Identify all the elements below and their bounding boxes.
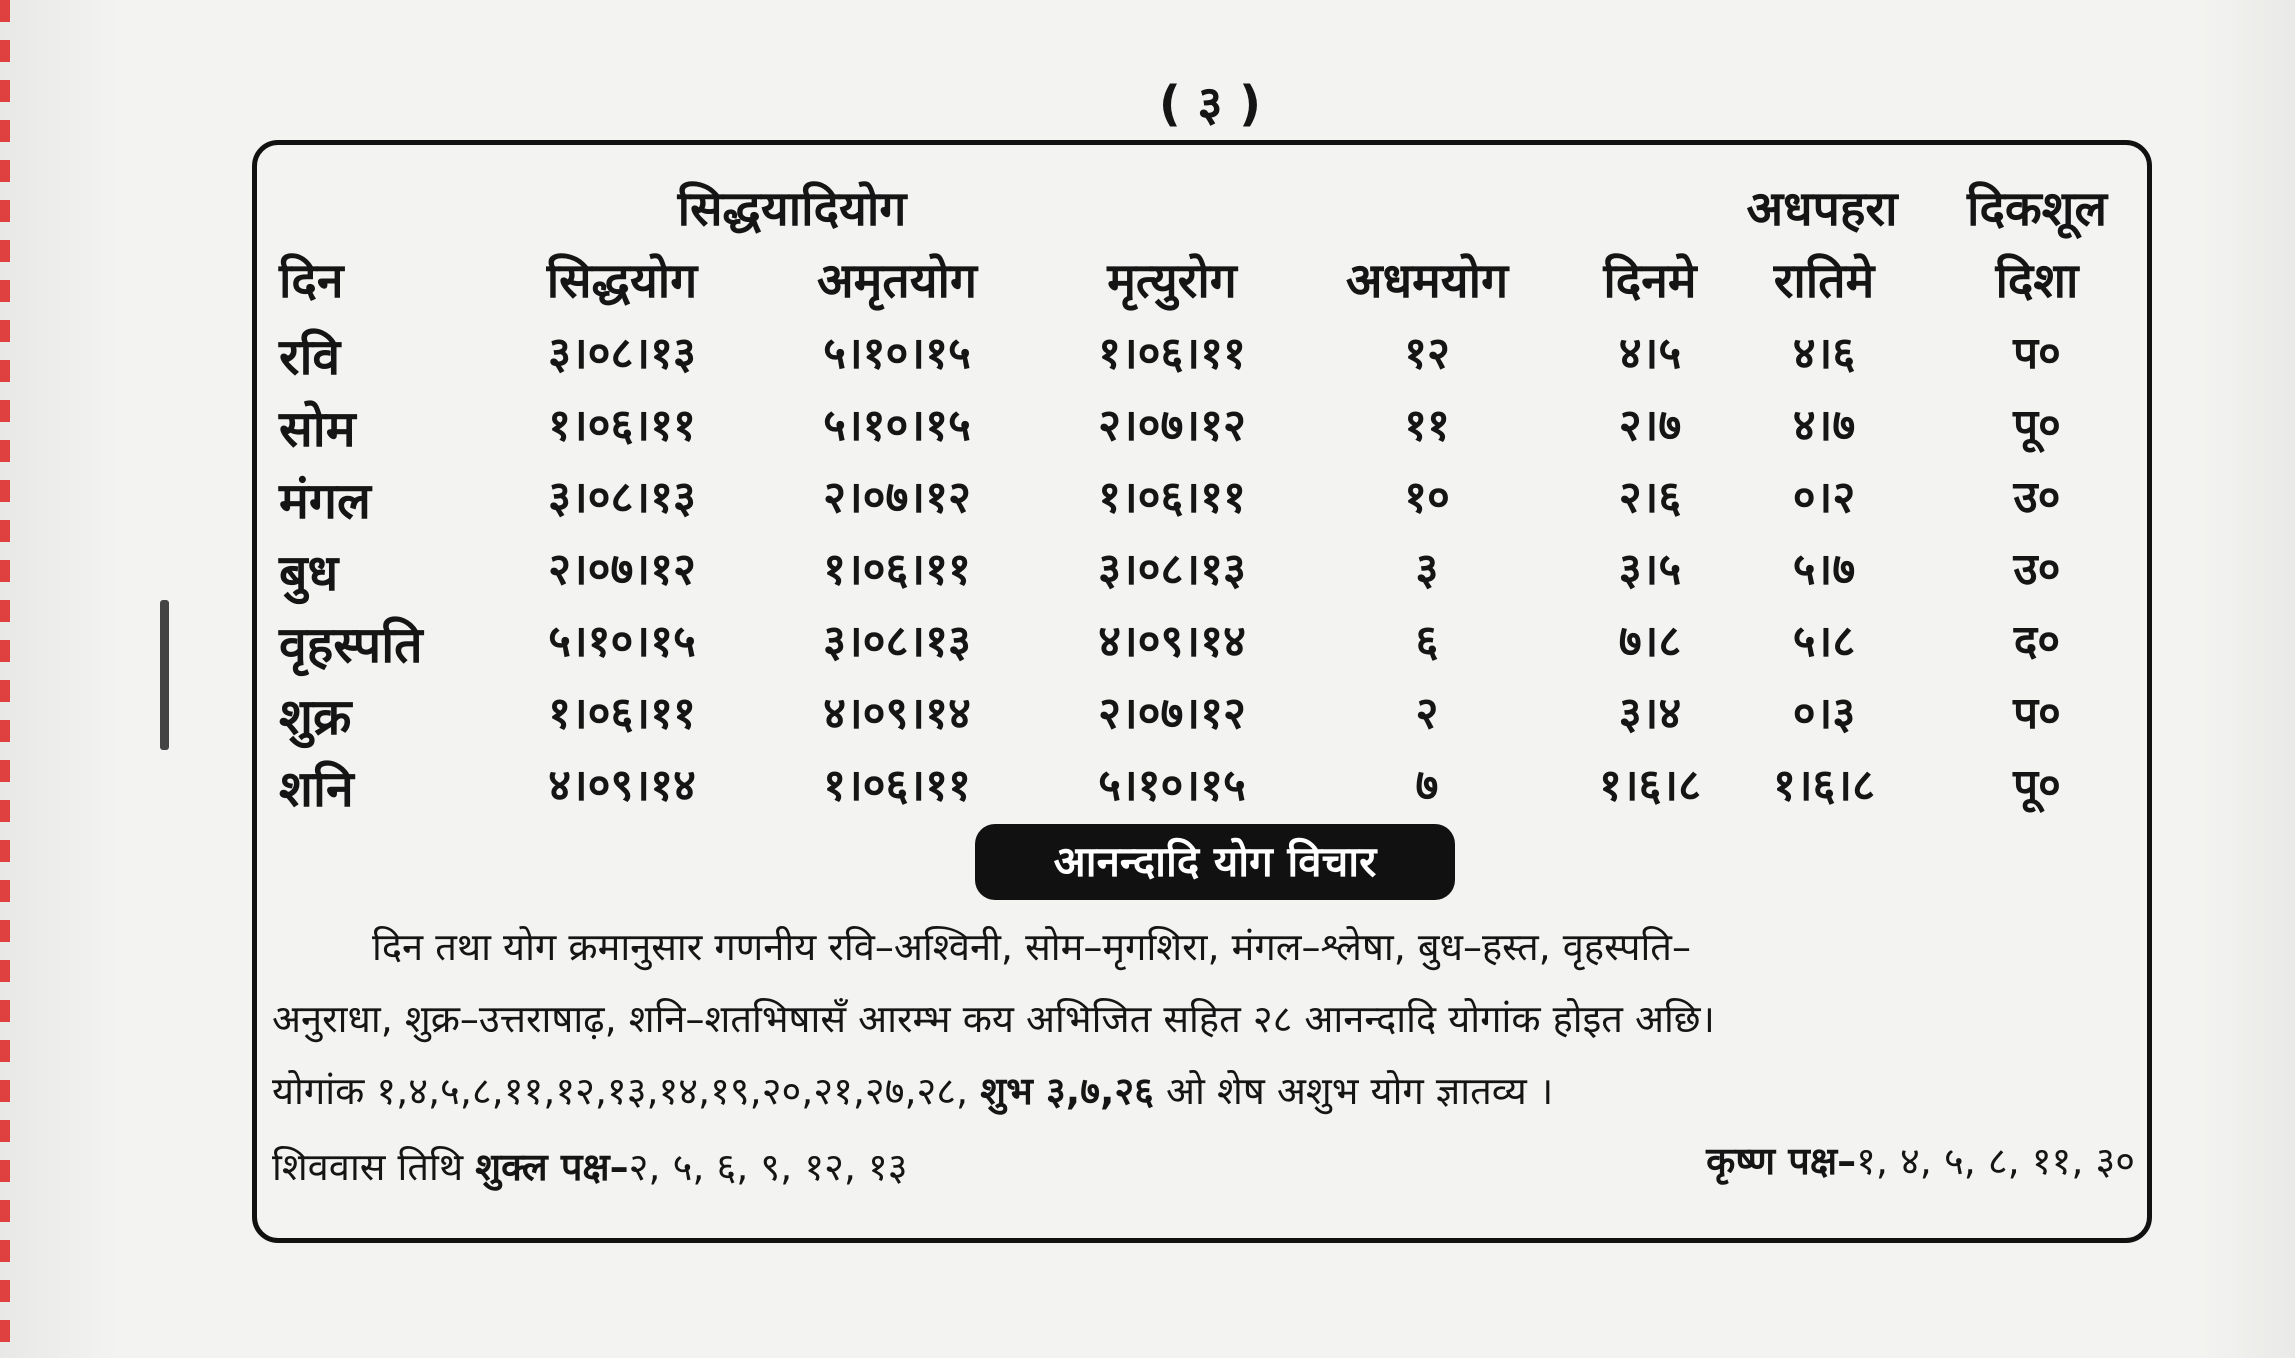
table-row (257, 321, 2147, 391)
table-row (257, 609, 2147, 679)
header-group-adhapahara: अधपहरा (1746, 181, 1898, 237)
dinme-cell: ३।४ (1618, 688, 1682, 739)
table-row (257, 393, 2147, 463)
paragraph-line-4 (272, 1140, 1172, 1192)
mrityu-cell: ३।०८।१३ (1098, 544, 1246, 595)
mrityu-cell: ४।०९।१४ (1098, 616, 1246, 667)
ratime-cell: ५।७ (1792, 544, 1856, 595)
disha-cell: प० (2013, 688, 2061, 739)
table-row (257, 753, 2147, 823)
krishna-paksha-label: कृष्ण पक्ष– (1706, 1139, 1857, 1183)
shubh-yogank: शुभ ३,७,२६ (980, 1069, 1154, 1113)
day-cell: शुक्र (279, 688, 352, 746)
amrit-cell: ४।०९।१४ (823, 688, 971, 739)
disha-cell: प० (2013, 328, 2061, 379)
siddha-cell: ५।१०।१५ (548, 616, 696, 667)
siddha-cell: ४।०९।१४ (548, 760, 696, 811)
day-cell: सोम (279, 400, 356, 458)
dinme-cell: २।६ (1618, 472, 1682, 523)
siddha-cell: ३।०८।१३ (548, 328, 696, 379)
section-banner: आनन्दादि योग विचार (975, 824, 1455, 900)
amrit-cell: ५।१०।१५ (823, 400, 971, 451)
page-number: ( ३ ) (1158, 76, 1262, 132)
amrit-cell: १।०६।११ (823, 544, 971, 595)
spine-mark (160, 600, 169, 750)
ratime-cell: ५।८ (1792, 616, 1856, 667)
ratime-cell: १।६।८ (1773, 760, 1875, 811)
header-din: दिन (279, 253, 344, 309)
dinme-cell: २।७ (1618, 400, 1682, 451)
adham-cell: ३ (1415, 544, 1439, 595)
header-dinme: दिनमे (1603, 253, 1697, 309)
header-adham-yog: अधमयोग (1345, 253, 1509, 309)
siddha-cell: १।०६।११ (548, 688, 696, 739)
day-cell: बुध (279, 544, 339, 602)
binding-edge (0, 0, 10, 1358)
dinme-cell: ४।५ (1618, 328, 1682, 379)
mrityu-cell: १।०६।११ (1098, 472, 1246, 523)
header-group-siddhi: सिद्धयादियोग (677, 181, 907, 237)
header-ratime: रातिमे (1773, 253, 1875, 309)
amrit-cell: ५।१०।१५ (823, 328, 971, 379)
krishna-paksha-values: १, ४, ५, ८, ११, ३० (1856, 1139, 2135, 1183)
header-disha: दिशा (1995, 253, 2079, 309)
mrityu-cell: १।०६।११ (1098, 328, 1246, 379)
adham-cell: ७ (1415, 760, 1439, 811)
day-cell: रवि (279, 328, 341, 386)
ratime-cell: ४।६ (1792, 328, 1856, 379)
yogank-list: योगांक १,४,५,८,११,१२,१३,१४,१९,२०,२१,२७,२८, (272, 1069, 969, 1113)
shukla-paksha-label: शुक्ल पक्ष– (475, 1145, 629, 1189)
adham-cell: ११ (1404, 400, 1450, 451)
table-row (257, 681, 2147, 751)
paragraph-line-1: दिन तथा योग क्रमानुसार गणनीय रवि–अश्विनी, सोम–मृगशिरा, मंगल–श्लेषा, बुध–हस्त, वृहस्पति– (372, 925, 1691, 969)
disha-cell: पू० (2013, 760, 2061, 811)
header-amrit-yog: अमृतयोग (816, 253, 978, 309)
adham-cell: ६ (1415, 616, 1439, 667)
header-mrityu-rog: मृत्युरोग (1107, 253, 1237, 309)
header-dikshul: दिकशूल (1967, 181, 2107, 237)
adham-cell: २ (1415, 688, 1439, 739)
ratime-cell: ०।३ (1792, 688, 1856, 739)
amrit-cell: ३।०८।१३ (823, 616, 971, 667)
table-row (257, 537, 2147, 607)
amrit-cell: २।०७।१२ (823, 472, 971, 523)
adham-cell: १२ (1404, 328, 1450, 379)
disha-cell: उ० (2013, 472, 2061, 523)
header-siddha-yog: सिद्धयोग (546, 253, 698, 309)
day-cell: मंगल (279, 472, 371, 530)
mrityu-cell: २।०७।१२ (1098, 688, 1246, 739)
ashubh-note: ओ शेष अशुभ योग ज्ञातव्य । (1166, 1069, 1554, 1113)
table-row (257, 465, 2147, 535)
dinme-cell: १।६।८ (1599, 760, 1701, 811)
disha-cell: द० (2013, 616, 2061, 667)
disha-cell: पू० (2013, 400, 2061, 451)
siddha-cell: २।०७।१२ (548, 544, 696, 595)
ratime-cell: ०।२ (1792, 472, 1856, 523)
ratime-cell: ४।७ (1792, 400, 1856, 451)
day-cell: शनि (279, 760, 354, 818)
paragraph-line-3 (272, 1064, 2132, 1116)
dinme-cell: ३।५ (1618, 544, 1682, 595)
amrit-cell: १।०६।११ (823, 760, 971, 811)
shukla-paksha-values: २, ५, ६, ९, १२, १३ (628, 1145, 908, 1189)
siddha-cell: ३।०८।१३ (548, 472, 696, 523)
dinme-cell: ७।८ (1618, 616, 1682, 667)
day-cell: वृहस्पति (279, 616, 423, 674)
shivvas-label: शिववास तिथि (272, 1145, 464, 1189)
adham-cell: १० (1404, 472, 1450, 523)
krishna-paksha (1706, 1134, 2135, 1186)
paragraph-line-2: अनुराधा, शुक्र–उत्तराषाढ़, शनि–शतभिषासँ आरम्भ कय अभिजित सहित २८ आनन्दादि योगांक होइत अछि। (272, 997, 1715, 1041)
mrityu-cell: ५।१०।१५ (1098, 760, 1246, 811)
mrityu-cell: २।०७।१२ (1098, 400, 1246, 451)
siddha-cell: १।०६।११ (548, 400, 696, 451)
disha-cell: उ० (2013, 544, 2061, 595)
